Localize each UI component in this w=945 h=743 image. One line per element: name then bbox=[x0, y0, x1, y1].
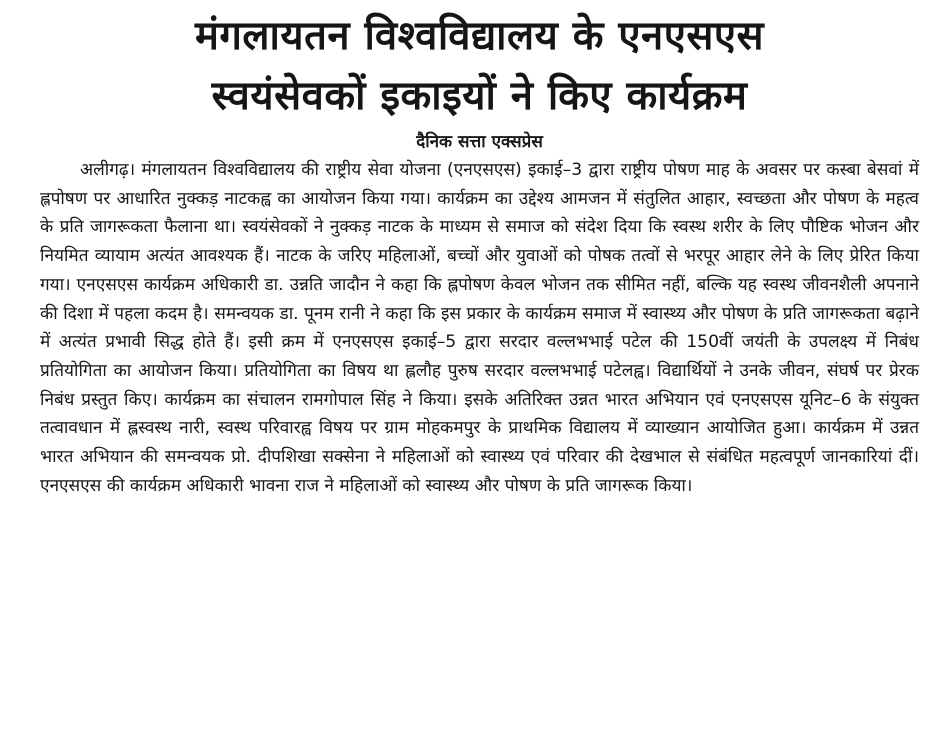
byline: दैनिक सत्ता एक्सप्रेस bbox=[416, 132, 543, 152]
article-body: अलीगढ़। मंगलायतन विश्वविद्यालय की राष्ट्रीय सेवा योजना (एनएसएस) इकाई–3 द्वारा राष्ट्रीय पोषण माह के अवसर पर कस्बा बेसवां में ह्लपोषण पर आधारित नुक्कड़ नाटकह्व का आयोजन किया गया। कार्यक्रम का उद्देश्य आमजन में संतुलित आहार, स्वच्छता और पोषण के महत्व के प्रति जागरूकता फैलाना था। स्वयंसेवकों ने नुक्कड़ नाटक के माध्यम से समाज को संदेश दिया कि स्वस्थ शरीर के लिए पौष्टिक भोजन और नियमित व्यायाम अत्यंत आवश्यक हैं। नाटक के जरिए महिलाओं, बच्चों और युवाओं को पोषक तत्वों से भरपूर आहार लेने के लिए प्रेरित किया गया। एनएसएस कार्यक्रम अधिकारी डा. उन्नति जादौन ने कहा कि ह्लपोषण केवल भोजन तक सीमित नहीं, बल्कि यह स्वस्थ जीवनशैली अपनाने की दिशा में पहला कदम है। समन्वयक डा. पूनम रानी ने कहा कि इस प्रकार के कार्यक्रम समाज में स्वास्थ्य और पोषण के प्रति जागरूकता बढ़ाने में अत्यंत प्रभावी सिद्ध होते हैं। इसी क्रम में एनएसएस इकाई–5 द्वारा सरदार वल्लभभाई पटेल की 150वीं जयंती के उपलक्ष्य में निबंध प्रतियोगिता का आयोजन किया। प्रतियोगिता का विषय था ह्ललौह पुरुष सरदार वल्लभभाई पटेलह्व। विद्यार्थियों ने उनके जीवन, संघर्ष पर प्रेरक निबंध प्रस्तुत किए। कार्यक्रम का संचालन रामगोपाल सिंह ने किया। इसके अतिरिक्त उन्नत भारत अभियान एवं एनएसएस यूनिट–6 के संयुक्त तत्वावधान में ह्लस्वस्थ नारी, स्वस्थ परिवारह्व विषय पर ग्राम मोहकमपुर के प्राथमिक विद्यालय में व्याख्यान आयोजित हुआ। कार्यक्रम में उन्नत भारत अभियान की समन्वयक प्रो. दीपशिखा सक्सेना ने महिलाओं को स्वास्थ्य एवं परिवार की देखभाल से संबंधित महत्वपूर्ण जानकारियां दीं। एनएसएस की कार्यक्रम अधिकारी भावना राज ने महिलाओं को स्वास्थ्य और पोषण के प्रति जागरूक किया। bbox=[40, 160, 919, 496]
headline-line-1: मंगलायतन विश्वविद्यालय के एनएसएस bbox=[194, 13, 765, 59]
headline bbox=[40, 0, 919, 126]
headline-line-2: स्वयंसेवकों इकाइयों ने किए कार्यक्रम bbox=[211, 73, 748, 119]
